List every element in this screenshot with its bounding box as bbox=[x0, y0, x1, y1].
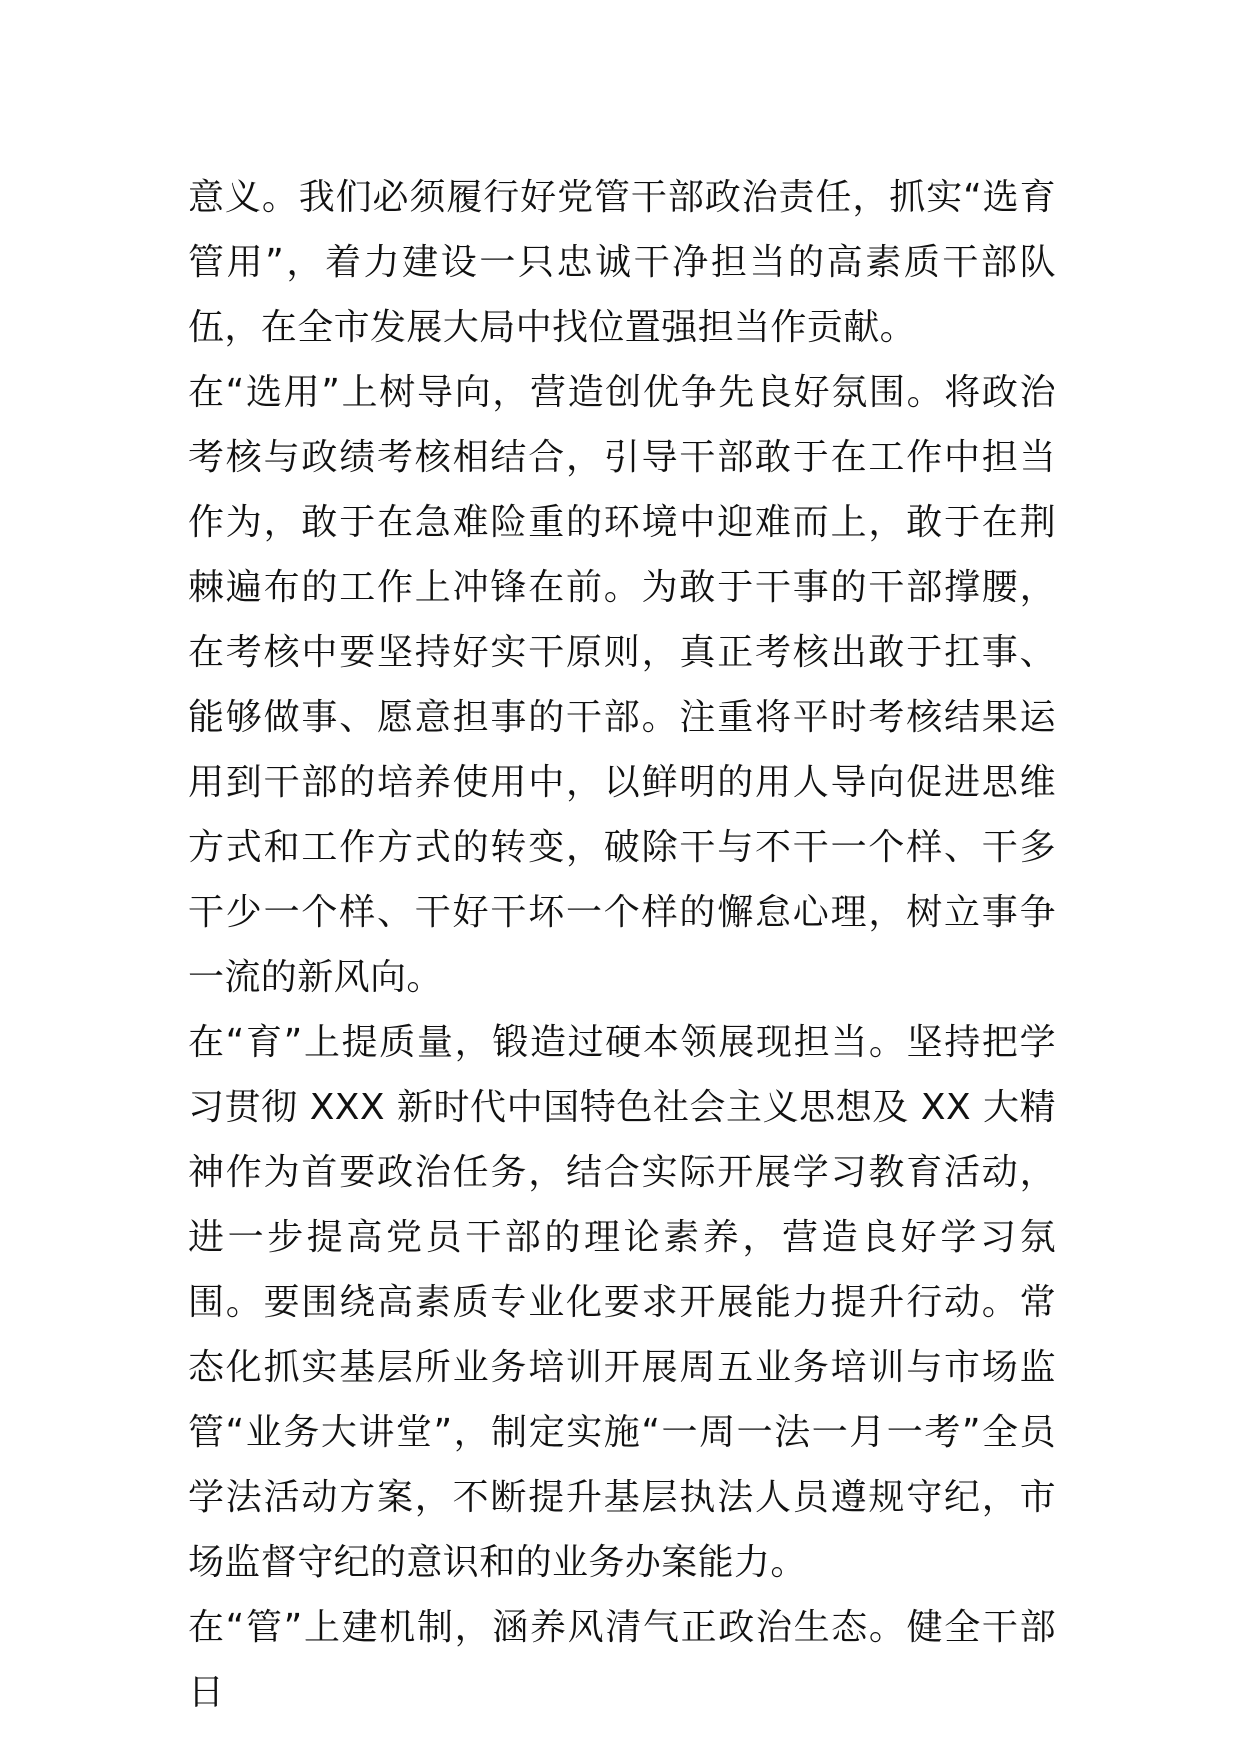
paragraph-1: 意义。我们必须履行好党管干部政治责任，抓实“选育管用”，着力建设一只忠诚干净担当的高素质干部队伍，在全市发展大局中找位置强担当作贡献。 bbox=[188, 177, 1056, 348]
paragraph-2: 在“选用”上树导向，营造创优争先良好氛围。将政治考核与政绩考核相结合，引导干部敢于在工作中担当作为，敢于在急难险重的环境中迎难而上，敢于在荆棘遍布的工作上冲锋在前。为敢于干事的干部撑腰，在考核中要坚持好实干原则，真正考核出敢于扛事、能够做事、愿意担事的干部。注重将平时考核结果运用到干部的培养使用中，以鲜明的用人导向促进思维方式和工作方式的转变，破除干与不干一个样、干多干少一个样、干好干坏一个样的懈怠心理，树立事争一流的新风向。 bbox=[188, 372, 1056, 998]
paragraph-4: 在“管”上建机制，涵养风清气正政治生态。健全干部日 bbox=[188, 1607, 1056, 1713]
document-body bbox=[188, 165, 1056, 1725]
paragraph-3: 在“育”上提质量，锻造过硬本领展现担当。坚持把学习贯彻 XXX 新时代中国特色社会主义思想及 XX 大精神作为首要政治任务，结合实际开展学习教育活动，进一步提高党员干部的理论素养，营造良好学习氛围。要围绕高素质专业化要求开展能力提升行动。常态化抓实基层所业务培训开展周五业务培训与市场监管“业务大讲堂”，制定实施“一周一法一月一考”全员学法活动方案，不断提升基层执法人员遵规守纪，市场监督守纪的意识和的业务办案能力。 bbox=[188, 1022, 1056, 1583]
